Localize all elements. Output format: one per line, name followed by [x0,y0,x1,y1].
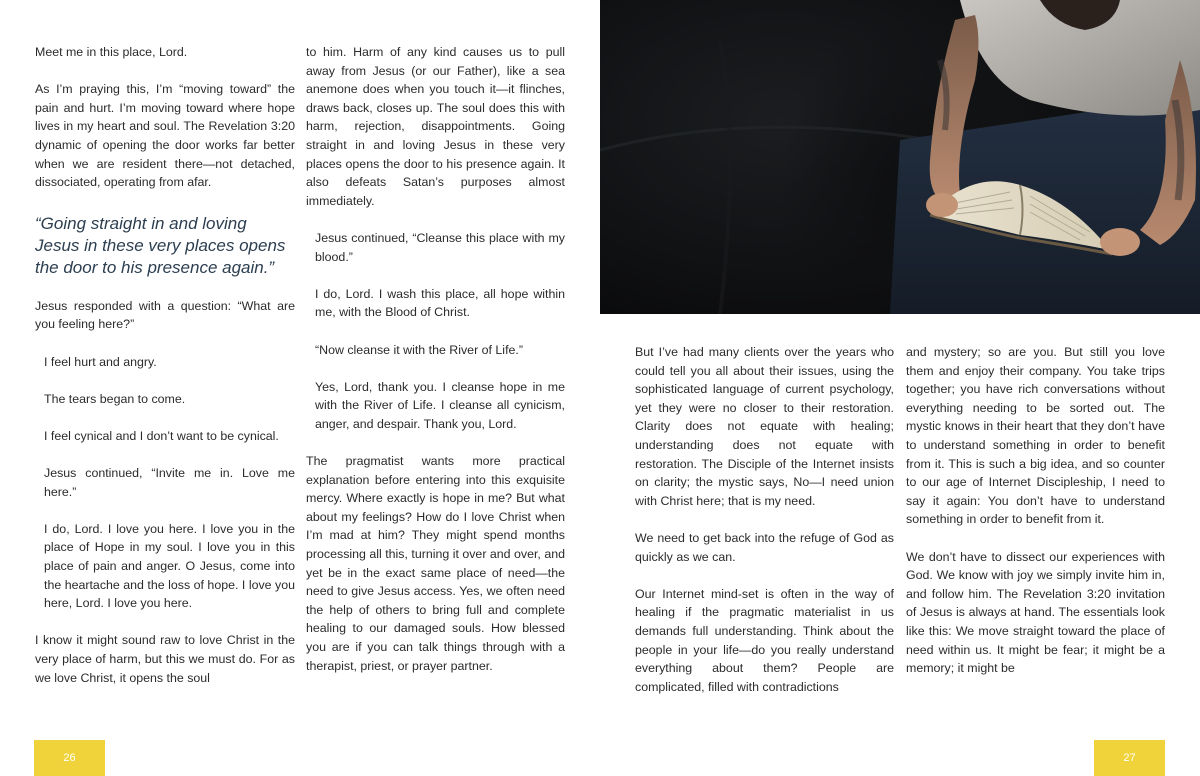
paragraph: As I’m praying this, I’m “moving toward” the pain and hurt. I’m moving toward where hope lives in my heart and soul. The Revelation 3:20 dynamic of opening the door works far better when we are resident there—not detached, dissociated, operating from afar. [35,82,295,190]
left-page-column-1 [35,43,295,687]
photo-illustration [600,0,1200,314]
prayer-line: Yes, Lord, thank you. I cleanse hope in me with the River of Life. I cleanse all cynicism, anger, and despair. Thank you, Lord. [315,379,565,431]
right-page-column-2 [906,343,1165,678]
paragraph: Our Internet mind-set is often in the way of healing if the pragmatic materialist in us demands full understanding. Think about the people in your life—do you really understand everything about them? People are complicated, filled with contradictions [635,586,894,694]
page-number-right: 27 [1094,740,1165,776]
paragraph: Jesus responded with a question: “What are you feeling here?” [35,298,295,332]
right-page-column-1 [635,343,894,696]
prayer-line: I do, Lord. I wash this place, all hope within me, with the Blood of Christ. [315,286,565,320]
paragraph: and mystery; so are you. But still you love them and enjoy their company. You take trips together; you have rich conversations without everything needing to be sorted out. The mystic knows in their heart that they don’t have to understand something in order to benefit from it. This is such a big idea, and so counter to our age of Internet Discipleship, I need to say it again: You don’t have to understand something in order to benefit from it. [906,345,1165,527]
prayer-line: The tears began to come. [44,391,186,406]
paragraph: to him. Harm of any kind causes us to pull away from Jesus (or our Father), like a sea anemone does when you touch it—it flinches, draws back, closes up. The soul does this with harm, rejection, disappointments. Going straight in and loving Jesus in these very places opens the door to his presence again. It also defeats Satan’s purposes almost immediately. [306,45,565,208]
page-number-left: 26 [34,740,105,776]
paragraph: The pragmatist wants more practical explanation before entering into this exquisite mercy. Where exactly is hope in me? But what about my feelings? How do I love Christ when I’m mad at him? They might spend months processing all this, turning it over and over, and yet be in the exact same place of need—the need to give Jesus access. Yes, we often need the help of others to bring full and complete healing to our damaged souls. How blessed you are if you can talk things through with a therapist, priest, or prayer partner. [306,454,565,673]
paragraph: We need to get back into the refuge of God as quickly as we can. [635,530,894,564]
prayer-line: I feel cynical and I don’t want to be cynical. [44,428,279,443]
prayer-line: “Now cleanse it with the River of Life.” [315,342,523,357]
prayer-line: Jesus continued, “Invite me in. Love me here.” [44,466,295,499]
paragraph: But I’ve had many clients over the years who could tell you all about their issues, using the sophisticated language of current psychology, yet they were no closer to their restoration. Clarity does not equate with healing; understanding does not equate with restoration. The Disciple of the Internet insists on clarity; the mystic says, No—I need union with Christ here; that is my need. [635,345,894,508]
paragraph: I know it might sound raw to love Christ in the very place of harm, but this we must do. For as we love Christ, it opens the soul [35,633,295,685]
left-page-column-2 [306,43,565,675]
pull-quote: “Going straight in and loving Jesus in these very places opens the door to his presence again.” [35,214,286,277]
paragraph: We don’t have to dissect our experiences with God. We know with joy we simply invite him in, and follow him. The Revelation 3:20 invitation of Jesus is always at hand. The essentials look like this: We move straight toward the place of need within us. It might be fear; it might be a memory; it might be [906,549,1165,676]
prayer-line: I feel hurt and angry. [44,354,157,369]
paragraph: Meet me in this place, Lord. [35,45,188,59]
prayer-line: Jesus continued, “Cleanse this place with my blood.” [315,230,565,264]
man-reading-bible-photo [600,0,1200,314]
prayer-line: I do, Lord. I love you here. I love you in the place of Hope in my soul. I love you in this place of pain and anger. O Jesus, come into the heartache and the loss of hope. I love you here, Lord. I love you here. [44,521,295,611]
